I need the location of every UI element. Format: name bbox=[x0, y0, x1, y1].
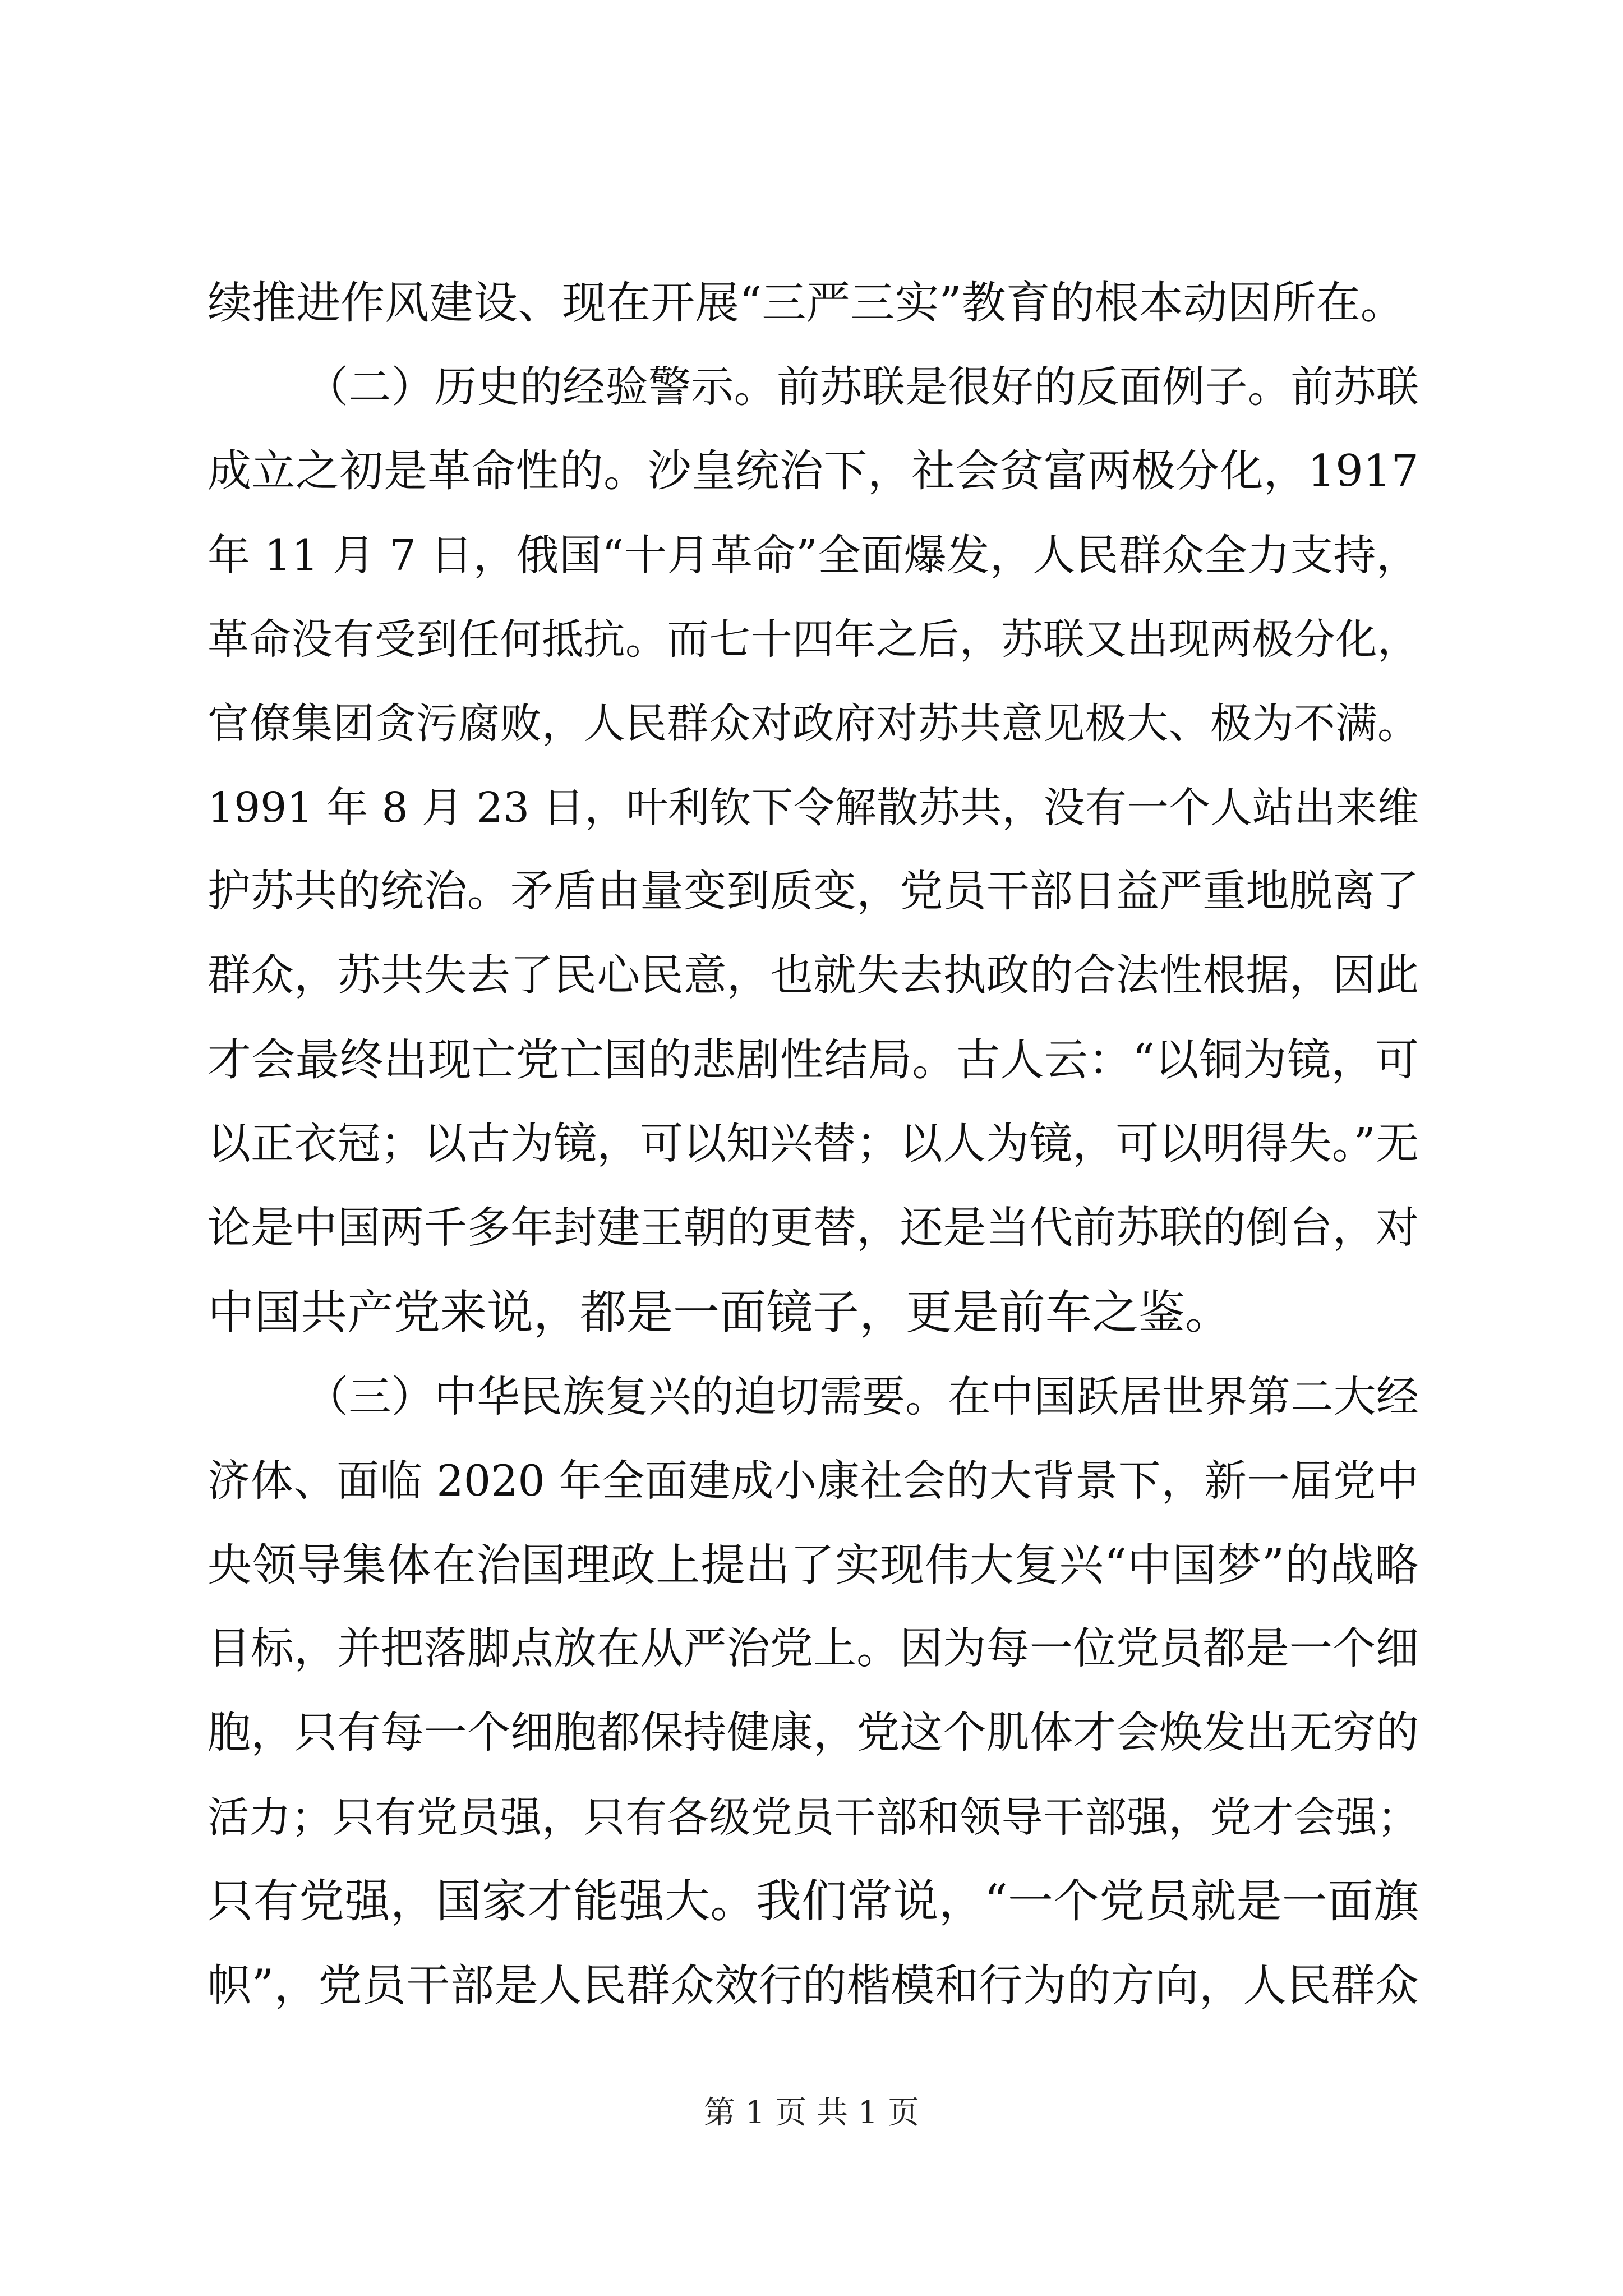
text-line: 中国共产党来说，都是一面镜子，更是前车之鉴。 bbox=[208, 1285, 1232, 1340]
text-line: 目标，并把落脚点放在从严治党上。因为每一位党员都是一个细 bbox=[208, 1624, 1419, 1674]
text-line: 以正衣冠；以古为镜，可以知兴替；以人为镜，可以明得失。”无 bbox=[208, 1119, 1419, 1169]
text-line: 1991 年 8 月 23 日，叶利钦下令解散苏共，没有一个人站出来维 bbox=[208, 784, 1419, 832]
text-line: 护苏共的统治。矛盾由量变到质变，党员干部日益严重地脱离了 bbox=[208, 867, 1419, 917]
text-line: （二）历史的经验警示。前苏联是很好的反面例子。前苏联 bbox=[306, 362, 1419, 412]
text-line: 年 11 月 7 日，俄国“十月革命”全面爆发，人民群众全力支持， bbox=[208, 530, 1419, 580]
text-line: 央领导集体在治国理政上提出了实现伟大复兴“中国梦”的战略 bbox=[208, 1539, 1419, 1591]
text-line: 论是中国两千多年封建王朝的更替，还是当代前苏联的倒台，对 bbox=[208, 1203, 1419, 1253]
text-line: 革命没有受到任何抵抗。而七十四年之后，苏联又出现两极分化， bbox=[208, 615, 1419, 664]
text-line: （三）中华民族复兴的迫切需要。在中国跃居世界第二大经 bbox=[306, 1372, 1419, 1421]
text-line: 济体、面临 2020 年全面建成小康社会的大背景下，新一届党中 bbox=[208, 1456, 1419, 1506]
text-line: 才会最终出现亡党亡国的悲剧性结局。古人云：“以铜为镜，可 bbox=[208, 1035, 1419, 1085]
page-footer: 第 1 页 共 1 页 bbox=[703, 2095, 920, 2131]
text-line: 帜”，党员干部是人民群众效行的楷模和行为的方向，人民群众 bbox=[208, 1961, 1419, 2011]
text-line: 只有党强，国家才能强大。我们常说，“一个党员就是一面旗 bbox=[208, 1875, 1419, 1928]
text-line: 成立之初是革命性的。沙皇统治下，社会贫富两极分化，1917 bbox=[208, 446, 1419, 496]
text-line: 胞，只有每一个细胞都保持健康，党这个肌体才会焕发出无穷的 bbox=[208, 1708, 1419, 1758]
text-line: 群众，苏共失去了民心民意，也就失去执政的合法性根据，因此 bbox=[208, 951, 1419, 1001]
text-line: 官僚集团贪污腐败，人民群众对政府对苏共意见极大、极为不满。 bbox=[208, 700, 1419, 748]
text-line: 续推进作风建设、现在开展“三严三实”教育的根本动因所在。 bbox=[208, 277, 1405, 329]
text-line: 活力；只有党员强，只有各级党员干部和领导干部强，党才会强； bbox=[208, 1793, 1419, 1842]
